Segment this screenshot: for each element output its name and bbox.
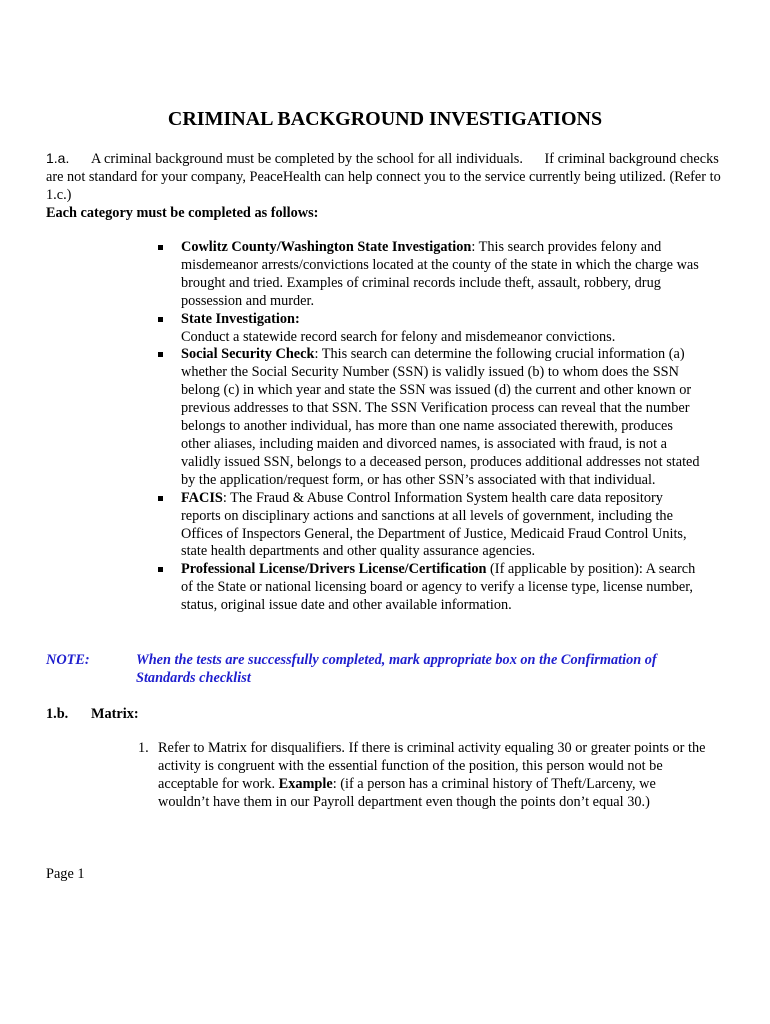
matrix-list xyxy=(138,740,708,812)
document-title: CRIMINAL BACKGROUND INVESTIGATIONS xyxy=(167,108,603,130)
bullet-separator: : xyxy=(471,239,479,255)
list-item xyxy=(138,740,708,812)
bullet-title: Social Security Check xyxy=(181,346,315,363)
bullet-title: State Investigation: xyxy=(181,310,300,327)
intro-text-1: A criminal background must be completed by the school for all individuals. xyxy=(90,151,523,167)
category-heading: Each category must be completed as follows: xyxy=(46,205,319,221)
item-bold: Example xyxy=(278,775,333,792)
square-bullet-icon xyxy=(158,245,163,250)
bullet-text: (If applicable by position): A search of the State or national licensing board or agency to verify a license type, license number, status, original issue date and other available information. xyxy=(181,561,696,614)
square-bullet-icon xyxy=(158,496,163,501)
bullet-title: Cowlitz County/Washington State Investigation xyxy=(181,239,472,255)
bullet-separator: : xyxy=(222,489,231,506)
note-text: When the tests are successfully completed, mark appropriate box on the Confirmation of Standards checklist xyxy=(136,652,657,686)
square-bullet-icon xyxy=(158,567,163,572)
list-item xyxy=(158,311,703,347)
list-item xyxy=(158,490,703,562)
category-list xyxy=(158,239,703,615)
intro-label: 1.a. xyxy=(46,150,70,166)
item-text-before: Refer to Matrix for disqualifiers. If there is criminal activity equaling 30 or greater points or the activity is congruent with the essential function of the position, this person would not be acceptable for work. xyxy=(158,740,706,792)
list-item xyxy=(158,239,703,311)
bullet-text: Conduct a statewide record search for felony and misdemeanor convictions. xyxy=(181,328,616,345)
page-number: Page 1 xyxy=(46,866,85,882)
item-number: 1. xyxy=(138,740,149,756)
bullet-title: Professional License/Drivers License/Certification xyxy=(181,561,487,578)
item-text-after: : (if a person has a criminal history of Theft/Larceny, we wouldn’t have them in our Payroll department even though the points don’t equal 30.) xyxy=(158,775,656,810)
note-label: NOTE: xyxy=(46,652,90,668)
bullet-text: The Fraud & Abuse Control Information System health care data repository reports on disciplinary actions and sanctions at all levels of government, including the Offices of Inspectors General, the Department of Justice, Medicaid Fraud Control Units, state health departments and other quality assurance agencies. xyxy=(181,489,687,560)
section-number: 1.b. xyxy=(46,706,69,722)
item-body xyxy=(158,740,708,812)
bullet-separator: : xyxy=(314,346,322,363)
list-item xyxy=(158,561,703,615)
bullet-text: This search can determine the following crucial information (a) whether the Social Security Number (SSN) is validly issued (b) to whom does the SSN belong (c) in which year and state the SSN was issued (d) the current and other known or previous addresses to that SSN. The SSN Verification process can reveal that the number belongs to another individual, has more than one name associated therewith, produces other aliases, including maiden and divorced names, is associated with fraud, is not a validly issued SSN, belongs to a deceased person, produces additional addresses not stated by the application/request form, or has other SSN’s associated with that individual. xyxy=(181,346,700,488)
section-title: Matrix: xyxy=(91,706,139,722)
square-bullet-icon xyxy=(158,317,163,322)
square-bullet-icon xyxy=(158,352,163,357)
list-item xyxy=(158,346,703,489)
bullet-text: This search provides felony and misdemeanor arrests/convictions located at the county of the state in which the charge was brought and tried. Examples of criminal records include theft, assault, robbery, drug possession and murder. xyxy=(181,239,699,309)
bullet-title: FACIS xyxy=(181,489,223,506)
intro-paragraph xyxy=(46,149,726,204)
intro-text-2: If criminal background checks are not standard for your company, PeaceHealth can help connect you to the service currently being utilized. (Refer to 1.c.) xyxy=(46,151,721,203)
